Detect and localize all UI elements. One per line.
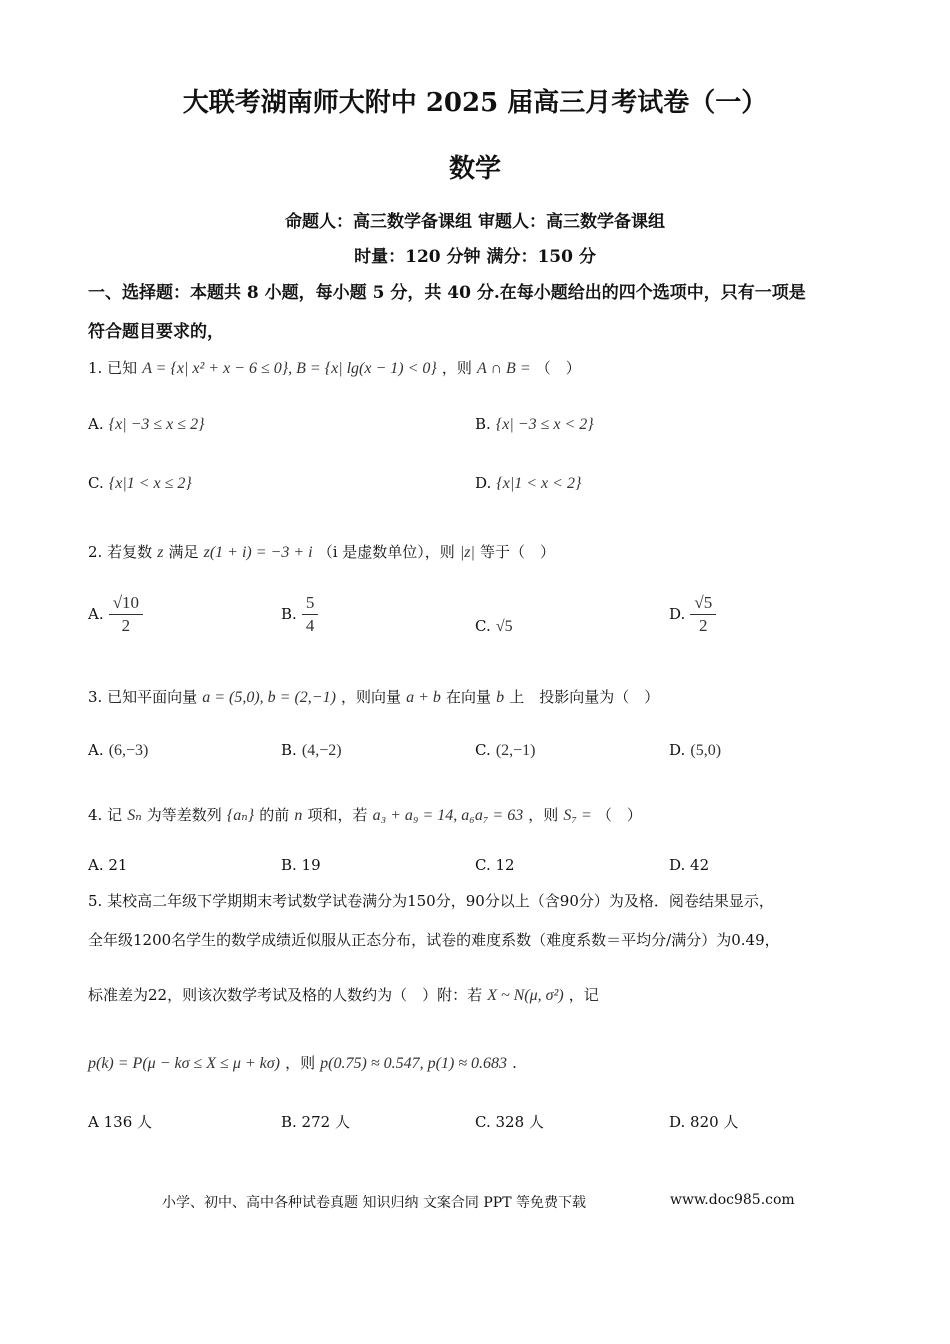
q4-mid3: 项和，若	[307, 806, 368, 824]
q3-option-b-label: B.	[281, 741, 297, 759]
q2-abs: |z|	[459, 544, 475, 561]
q2-option-d	[669, 592, 716, 637]
q2-option-a-label: A.	[88, 605, 104, 623]
q3-sum: a + b	[406, 689, 441, 706]
q1-expr: A ∩ B =	[477, 360, 531, 377]
q3-mid: ，则向量	[340, 688, 401, 706]
question-4	[88, 804, 642, 825]
q1-option-b-label: B.	[475, 415, 491, 433]
q4-mid2: 的前	[259, 806, 290, 824]
q5-formula: p(k) = P(μ − kσ ≤ X ≤ μ + kσ)	[88, 1055, 280, 1072]
fraction-numerator: 5	[302, 592, 319, 615]
q3-option-d	[669, 740, 721, 760]
q2-option-b-label: B.	[281, 605, 297, 623]
q2-option-c-value: √5	[495, 618, 513, 635]
q5-then: ，则	[285, 1054, 316, 1072]
q1-option-b-value: {x| −3 ≤ x < 2}	[495, 416, 594, 433]
q3-option-d-value: (5,0)	[690, 742, 722, 759]
q4-mid4: ，则	[528, 806, 559, 824]
q3-option-c	[475, 740, 536, 760]
q1-blank: （ ）	[535, 359, 581, 377]
q2-option-a	[88, 592, 143, 637]
q1-option-c-label: C.	[88, 474, 104, 492]
footer-ad-text: 小学、初中、高中各种试卷真题 知识归纳 文案合同 PPT 等免费下载	[162, 1195, 586, 1211]
q2-option-b	[281, 592, 318, 637]
q1-prefix: 1. 已知	[88, 359, 138, 377]
q3-option-d-label: D.	[669, 741, 686, 759]
q4-s7: S₇ =	[563, 807, 592, 824]
authors-line: 命题人：高三数学备课组 审题人：高三数学备课组	[285, 212, 665, 232]
q5-option-c: C. 328 人	[475, 1113, 544, 1131]
q5-distribution: X ~ N(μ, σ²)	[487, 987, 564, 1004]
section-heading-line1: 一、选择题：本题共 8 小题，每小题 5 分，共 40 分.在每小题给出的四个选项中，只有一项是	[88, 283, 806, 303]
q2-option-d-label: D.	[669, 605, 686, 623]
q3-option-a-label: A.	[88, 741, 104, 759]
q5-option-d: D. 820 人	[669, 1113, 739, 1131]
q4-n: n	[294, 807, 303, 824]
subject-title: 数学	[448, 154, 501, 184]
question-2	[88, 541, 555, 562]
q2-option-c-label: C.	[475, 617, 491, 635]
q1-option-c	[88, 473, 192, 493]
q1-sets: A = {x| x² + x − 6 ≤ 0}, B = {x| lg(x − 1) < 0}	[142, 360, 437, 377]
fraction-denominator: 2	[121, 616, 131, 635]
q5-line2: 全年级1200名学生的数学成绩近似服从正态分布，试卷的难度系数（难度系数＝平均分/满分）为0.49，	[88, 931, 780, 949]
q1-then: ，则	[441, 359, 472, 377]
q3-option-a-value: (6,−3)	[108, 742, 149, 759]
exam-title: 大联考湖南师大附中 2025 届高三月考试卷（一）	[182, 88, 768, 118]
section-heading-line2: 符合题目要求的，	[88, 322, 224, 342]
fraction-denominator: 4	[305, 616, 315, 635]
q5-line3	[88, 984, 599, 1005]
fraction-numerator: √10	[109, 592, 143, 615]
q4-option-d: D. 42	[669, 856, 710, 874]
q2-tail: 等于（ ）	[479, 543, 555, 561]
q1-option-a-label: A.	[88, 415, 104, 433]
q5-line3-text: 标准差为22，则该次数学考试及格的人数约为（ ）附：若	[88, 986, 483, 1004]
q2-note: （i 是虚数单位），则	[317, 543, 455, 561]
q3-tail: 上 投影向量为（ ）	[509, 688, 660, 706]
question-1	[88, 357, 581, 378]
q5-option-a: A 136 人	[88, 1113, 152, 1131]
q2-option-d-fraction	[690, 592, 716, 637]
q2-z: z	[157, 544, 164, 561]
q2-satisfy: 满足	[168, 543, 199, 561]
q5-end: .	[512, 1054, 517, 1072]
q5-line3-tail: ，记	[568, 986, 599, 1004]
q3-vectors: a = (5,0), b = (2,−1)	[202, 689, 336, 706]
q3-option-c-label: C.	[475, 741, 491, 759]
fraction-numerator: √5	[690, 592, 716, 615]
q4-sn: Sₙ	[127, 807, 142, 824]
q4-an: {aₙ}	[226, 807, 255, 824]
q3-b: b	[496, 689, 505, 706]
q5-option-b: B. 272 人	[281, 1113, 350, 1131]
q4-option-c: C. 12	[475, 856, 515, 874]
q2-equation: z(1 + i) = −3 + i	[203, 544, 313, 561]
q4-prefix: 4. 记	[88, 806, 123, 824]
q4-option-a: A. 21	[88, 856, 128, 874]
q3-prefix: 3. 已知平面向量	[88, 688, 198, 706]
q2-option-c	[475, 616, 513, 636]
q4-option-b: B. 19	[281, 856, 321, 874]
q1-option-d-value: {x|1 < x < 2}	[496, 475, 582, 492]
q4-blank: （ ）	[596, 806, 642, 824]
q1-option-c-value: {x|1 < x ≤ 2}	[108, 475, 192, 492]
q3-mid2: 在向量	[445, 688, 491, 706]
q4-mid: 为等差数列	[146, 806, 222, 824]
q1-option-a-value: {x| −3 ≤ x ≤ 2}	[108, 416, 205, 433]
time-line: 时量：120 分钟 满分：150 分	[354, 247, 596, 267]
q5-values: p(0.75) ≈ 0.547, p(1) ≈ 0.683	[320, 1055, 508, 1072]
q4-condition: a₃ + a₉ = 14, a₆a₇ = 63	[372, 807, 524, 824]
q1-option-a	[88, 414, 204, 434]
fraction-denominator: 2	[699, 616, 708, 635]
q2-option-b-fraction	[302, 592, 319, 637]
q3-option-a	[88, 740, 148, 760]
q1-option-d	[475, 473, 581, 493]
q2-prefix: 2. 若复数	[88, 543, 153, 561]
q5-line1: 5. 某校高二年级下学期期末考试数学试卷满分为150分，90分以上（含90分）为及格．阅卷结果显示，	[88, 892, 774, 910]
q1-option-d-label: D.	[475, 474, 492, 492]
footer-url[interactable]: www.doc985.com	[670, 1192, 795, 1208]
q3-option-b-value: (4,−2)	[301, 742, 342, 759]
q3-option-b	[281, 740, 342, 760]
question-3	[88, 686, 659, 707]
q1-option-b	[475, 414, 594, 434]
q5-line4	[88, 1052, 517, 1073]
q2-option-a-fraction	[109, 592, 143, 637]
q3-option-c-value: (2,−1)	[495, 742, 536, 759]
